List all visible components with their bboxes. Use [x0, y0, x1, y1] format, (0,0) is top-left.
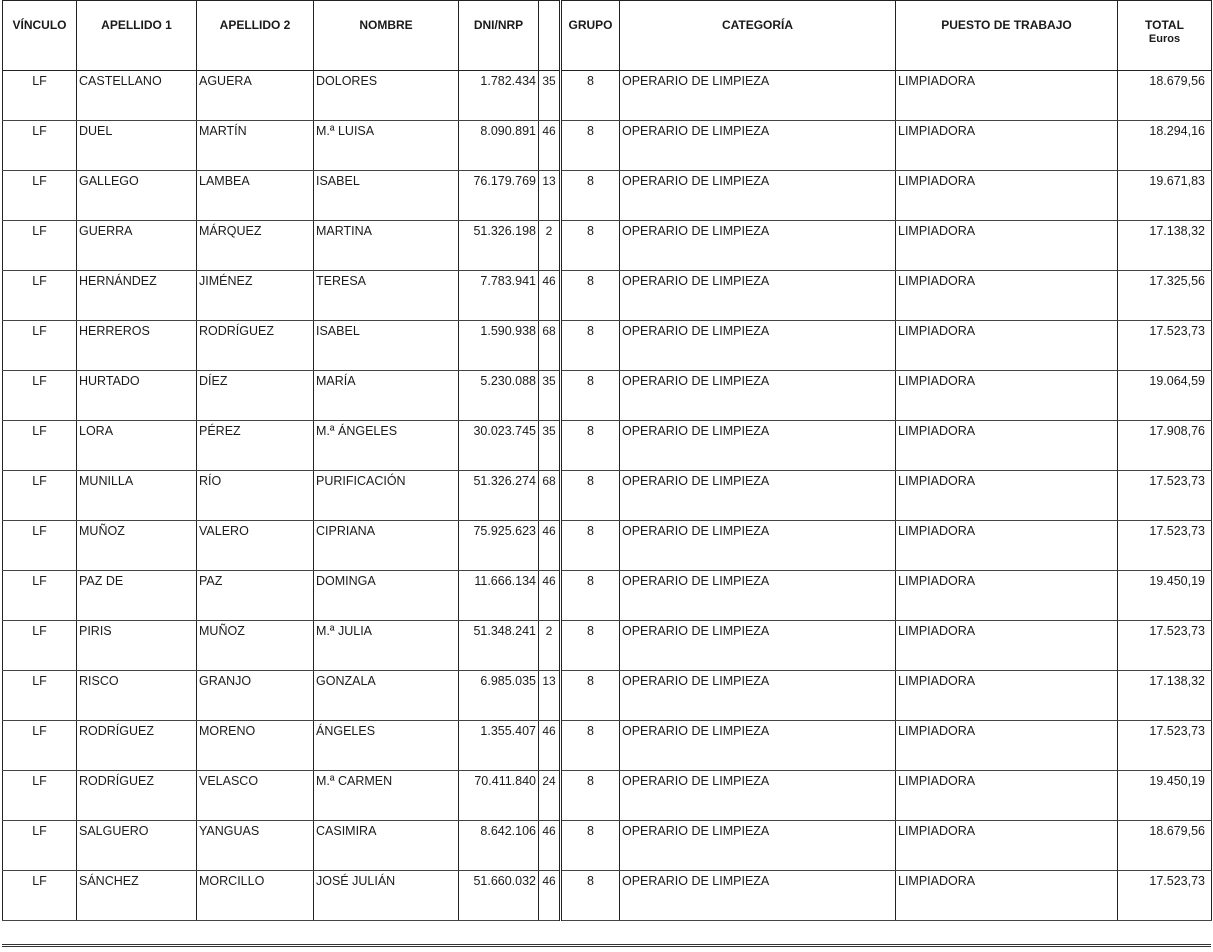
table-row: [3, 721, 1212, 771]
cell-grupo: 8: [561, 221, 620, 271]
cell-apellido-1: LORA: [77, 421, 197, 471]
cell-categoria: OPERARIO DE LIMPIEZA: [620, 821, 896, 871]
cell-apellido-2: JIMÉNEZ: [197, 271, 314, 321]
cell-grupo: 8: [561, 671, 620, 721]
header-grupo: GRUPO: [561, 1, 620, 71]
table-row: [3, 321, 1212, 371]
cell-total: 18.294,16: [1118, 121, 1212, 171]
cell-nrp: 46: [539, 871, 561, 921]
cell-nombre: DOLORES: [314, 71, 459, 121]
cell-nrp: 35: [539, 371, 561, 421]
cell-apellido-2: PÉREZ: [197, 421, 314, 471]
header-total-label: TOTAL: [1145, 18, 1184, 32]
cell-nombre: DOMINGA: [314, 571, 459, 621]
header-categoria: CATEGORÍA: [620, 1, 896, 71]
cell-nombre: MARTINA: [314, 221, 459, 271]
cell-puesto: LIMPIADORA: [896, 271, 1118, 321]
cell-nrp: 2: [539, 621, 561, 671]
cell-total: 19.064,59: [1118, 371, 1212, 421]
table-row: [3, 571, 1212, 621]
cell-vinculo: LF: [3, 471, 77, 521]
cell-vinculo: LF: [3, 871, 77, 921]
cell-grupo: 8: [561, 471, 620, 521]
cell-categoria: OPERARIO DE LIMPIEZA: [620, 571, 896, 621]
cell-apellido-1: MUNILLA: [77, 471, 197, 521]
cell-apellido-1: RODRÍGUEZ: [77, 771, 197, 821]
cell-nombre: ISABEL: [314, 321, 459, 371]
cell-categoria: OPERARIO DE LIMPIEZA: [620, 171, 896, 221]
table-row: [3, 71, 1212, 121]
cell-grupo: 8: [561, 871, 620, 921]
cell-apellido-1: GUERRA: [77, 221, 197, 271]
cell-vinculo: LF: [3, 421, 77, 471]
table-row: [3, 871, 1212, 921]
cell-nombre: GONZALA: [314, 671, 459, 721]
cell-total: 17.523,73: [1118, 871, 1212, 921]
cell-nrp: 68: [539, 471, 561, 521]
cell-nombre: JOSÉ JULIÁN: [314, 871, 459, 921]
cell-apellido-2: AGUERA: [197, 71, 314, 121]
cell-nrp: 46: [539, 721, 561, 771]
cell-puesto: LIMPIADORA: [896, 521, 1118, 571]
cell-apellido-1: PIRIS: [77, 621, 197, 671]
cell-nrp: 24: [539, 771, 561, 821]
cell-apellido-2: VALERO: [197, 521, 314, 571]
header-total: [1118, 1, 1212, 71]
cell-nombre: ISABEL: [314, 171, 459, 221]
cell-grupo: 8: [561, 721, 620, 771]
cell-puesto: LIMPIADORA: [896, 371, 1118, 421]
cell-categoria: OPERARIO DE LIMPIEZA: [620, 471, 896, 521]
cell-grupo: 8: [561, 621, 620, 671]
cell-nrp: 46: [539, 521, 561, 571]
cell-total: 17.523,73: [1118, 471, 1212, 521]
cell-dni: 51.348.241: [459, 621, 539, 671]
cell-puesto: LIMPIADORA: [896, 171, 1118, 221]
cell-dni: 5.230.088: [459, 371, 539, 421]
cell-nombre: M.ª CARMEN: [314, 771, 459, 821]
table-row: [3, 621, 1212, 671]
cell-puesto: LIMPIADORA: [896, 871, 1118, 921]
cell-vinculo: LF: [3, 721, 77, 771]
cell-dni: 70.411.840: [459, 771, 539, 821]
cell-vinculo: LF: [3, 271, 77, 321]
staff-table: [2, 0, 1212, 921]
cell-total: 17.138,32: [1118, 671, 1212, 721]
cell-categoria: OPERARIO DE LIMPIEZA: [620, 621, 896, 671]
cell-nombre: TERESA: [314, 271, 459, 321]
cell-nombre: CIPRIANA: [314, 521, 459, 571]
cell-grupo: 8: [561, 371, 620, 421]
cell-dni: 76.179.769: [459, 171, 539, 221]
table-row: [3, 421, 1212, 471]
cell-puesto: LIMPIADORA: [896, 621, 1118, 671]
cell-apellido-1: RODRÍGUEZ: [77, 721, 197, 771]
cell-grupo: 8: [561, 271, 620, 321]
cell-puesto: LIMPIADORA: [896, 421, 1118, 471]
header-puesto: PUESTO DE TRABAJO: [896, 1, 1118, 71]
cell-dni: 1.590.938: [459, 321, 539, 371]
table-header: [3, 1, 1212, 71]
cell-apellido-1: SÁNCHEZ: [77, 871, 197, 921]
cell-nombre: CASIMIRA: [314, 821, 459, 871]
table-row: [3, 371, 1212, 421]
cell-nombre: PURIFICACIÓN: [314, 471, 459, 521]
cell-grupo: 8: [561, 171, 620, 221]
cell-vinculo: LF: [3, 321, 77, 371]
cell-categoria: OPERARIO DE LIMPIEZA: [620, 271, 896, 321]
staff-table-sheet: [2, 0, 1211, 944]
cell-vinculo: LF: [3, 371, 77, 421]
cell-total: 18.679,56: [1118, 821, 1212, 871]
cell-vinculo: LF: [3, 821, 77, 871]
cell-apellido-1: HERREROS: [77, 321, 197, 371]
table-row: [3, 521, 1212, 571]
header-nrp: [539, 1, 561, 71]
cell-categoria: OPERARIO DE LIMPIEZA: [620, 421, 896, 471]
cell-nombre: MARÍA: [314, 371, 459, 421]
header-nombre: NOMBRE: [314, 1, 459, 71]
table-row: [3, 171, 1212, 221]
cell-puesto: LIMPIADORA: [896, 471, 1118, 521]
cell-categoria: OPERARIO DE LIMPIEZA: [620, 721, 896, 771]
cell-apellido-1: RISCO: [77, 671, 197, 721]
cell-puesto: LIMPIADORA: [896, 721, 1118, 771]
cell-nrp: 46: [539, 571, 561, 621]
cell-categoria: OPERARIO DE LIMPIEZA: [620, 71, 896, 121]
table-row: [3, 771, 1212, 821]
bottom-rule: [2, 944, 1211, 947]
cell-puesto: LIMPIADORA: [896, 771, 1118, 821]
cell-vinculo: LF: [3, 671, 77, 721]
cell-total: 19.450,19: [1118, 771, 1212, 821]
cell-vinculo: LF: [3, 571, 77, 621]
cell-vinculo: LF: [3, 771, 77, 821]
cell-dni: 1.782.434: [459, 71, 539, 121]
cell-apellido-1: MUÑOZ: [77, 521, 197, 571]
cell-apellido-2: MORENO: [197, 721, 314, 771]
table-row: [3, 471, 1212, 521]
cell-apellido-2: LAMBEA: [197, 171, 314, 221]
table-row: [3, 121, 1212, 171]
cell-nrp: 68: [539, 321, 561, 371]
cell-grupo: 8: [561, 421, 620, 471]
cell-apellido-2: MÁRQUEZ: [197, 221, 314, 271]
cell-dni: 11.666.134: [459, 571, 539, 621]
cell-grupo: 8: [561, 521, 620, 571]
cell-categoria: OPERARIO DE LIMPIEZA: [620, 371, 896, 421]
cell-apellido-1: PAZ DE: [77, 571, 197, 621]
cell-apellido-1: HERNÁNDEZ: [77, 271, 197, 321]
cell-puesto: LIMPIADORA: [896, 671, 1118, 721]
cell-nrp: 13: [539, 171, 561, 221]
cell-vinculo: LF: [3, 221, 77, 271]
cell-puesto: LIMPIADORA: [896, 821, 1118, 871]
cell-categoria: OPERARIO DE LIMPIEZA: [620, 871, 896, 921]
cell-dni: 75.925.623: [459, 521, 539, 571]
cell-dni: 8.642.106: [459, 821, 539, 871]
cell-apellido-1: HURTADO: [77, 371, 197, 421]
cell-apellido-2: YANGUAS: [197, 821, 314, 871]
cell-puesto: LIMPIADORA: [896, 571, 1118, 621]
cell-puesto: LIMPIADORA: [896, 221, 1118, 271]
cell-total: 17.908,76: [1118, 421, 1212, 471]
cell-dni: 51.326.274: [459, 471, 539, 521]
cell-vinculo: LF: [3, 121, 77, 171]
cell-total: 19.671,83: [1118, 171, 1212, 221]
cell-nrp: 35: [539, 421, 561, 471]
cell-nrp: 35: [539, 71, 561, 121]
cell-apellido-2: GRANJO: [197, 671, 314, 721]
cell-nombre: M.ª ÁNGELES: [314, 421, 459, 471]
cell-total: 17.523,73: [1118, 621, 1212, 671]
cell-total: 17.138,32: [1118, 221, 1212, 271]
cell-categoria: OPERARIO DE LIMPIEZA: [620, 521, 896, 571]
cell-apellido-2: VELASCO: [197, 771, 314, 821]
cell-vinculo: LF: [3, 171, 77, 221]
cell-apellido-2: RODRÍGUEZ: [197, 321, 314, 371]
header-apellido-1: APELLIDO 1: [77, 1, 197, 71]
cell-dni: 30.023.745: [459, 421, 539, 471]
cell-grupo: 8: [561, 121, 620, 171]
cell-dni: 51.660.032: [459, 871, 539, 921]
cell-categoria: OPERARIO DE LIMPIEZA: [620, 771, 896, 821]
cell-grupo: 8: [561, 71, 620, 121]
cell-puesto: LIMPIADORA: [896, 71, 1118, 121]
cell-nrp: 13: [539, 671, 561, 721]
cell-total: 17.523,73: [1118, 721, 1212, 771]
table-row: [3, 821, 1212, 871]
header-apellido-2: APELLIDO 2: [197, 1, 314, 71]
cell-categoria: OPERARIO DE LIMPIEZA: [620, 321, 896, 371]
cell-categoria: OPERARIO DE LIMPIEZA: [620, 671, 896, 721]
cell-apellido-2: MORCILLO: [197, 871, 314, 921]
cell-apellido-1: CASTELLANO: [77, 71, 197, 121]
cell-total: 17.325,56: [1118, 271, 1212, 321]
table-body: [3, 71, 1212, 921]
header-total-unit: Euros: [1148, 33, 1181, 45]
cell-categoria: OPERARIO DE LIMPIEZA: [620, 121, 896, 171]
cell-apellido-1: DUEL: [77, 121, 197, 171]
cell-nrp: 46: [539, 271, 561, 321]
cell-dni: 51.326.198: [459, 221, 539, 271]
cell-puesto: LIMPIADORA: [896, 321, 1118, 371]
header-vinculo: VÍNCULO: [3, 1, 77, 71]
cell-vinculo: LF: [3, 521, 77, 571]
cell-total: 17.523,73: [1118, 321, 1212, 371]
cell-apellido-1: GALLEGO: [77, 171, 197, 221]
cell-nombre: M.ª LUISA: [314, 121, 459, 171]
cell-grupo: 8: [561, 821, 620, 871]
cell-grupo: 8: [561, 771, 620, 821]
table-row: [3, 271, 1212, 321]
cell-nrp: 46: [539, 121, 561, 171]
cell-puesto: LIMPIADORA: [896, 121, 1118, 171]
cell-apellido-2: MARTÍN: [197, 121, 314, 171]
cell-apellido-2: RÍO: [197, 471, 314, 521]
cell-vinculo: LF: [3, 621, 77, 671]
table-row: [3, 671, 1212, 721]
cell-dni: 1.355.407: [459, 721, 539, 771]
cell-dni: 7.783.941: [459, 271, 539, 321]
cell-total: 19.450,19: [1118, 571, 1212, 621]
header-row: [3, 1, 1212, 71]
cell-nrp: 2: [539, 221, 561, 271]
cell-total: 17.523,73: [1118, 521, 1212, 571]
cell-nombre: M.ª JULIA: [314, 621, 459, 671]
table-row: [3, 221, 1212, 271]
cell-categoria: OPERARIO DE LIMPIEZA: [620, 221, 896, 271]
cell-vinculo: LF: [3, 71, 77, 121]
cell-apellido-2: DÍEZ: [197, 371, 314, 421]
header-dni: DNI/NRP: [459, 1, 539, 71]
cell-total: 18.679,56: [1118, 71, 1212, 121]
cell-apellido-2: MUÑOZ: [197, 621, 314, 671]
cell-nombre: ÁNGELES: [314, 721, 459, 771]
cell-dni: 8.090.891: [459, 121, 539, 171]
cell-apellido-2: PAZ: [197, 571, 314, 621]
cell-dni: 6.985.035: [459, 671, 539, 721]
cell-grupo: 8: [561, 571, 620, 621]
cell-grupo: 8: [561, 321, 620, 371]
cell-nrp: 46: [539, 821, 561, 871]
cell-apellido-1: SALGUERO: [77, 821, 197, 871]
